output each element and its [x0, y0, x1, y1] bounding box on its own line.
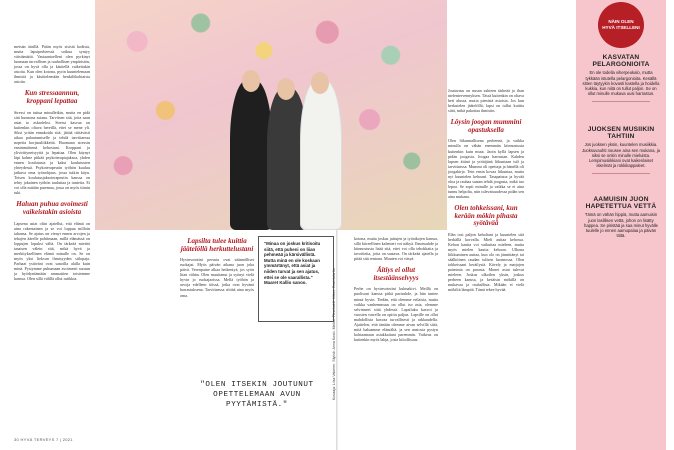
- subheading: Kun stressaannun, kroppani lepattaa: [24, 89, 80, 105]
- page-footer-left: 30 HYVÄ TERVEYS 7 | 2021: [14, 437, 73, 442]
- tip-title: KASVATAN PELARGONIOITA: [592, 54, 650, 69]
- tip-text: Tämä on vähän hippiä, mutta aamuisin juon lasillisen vettä, johon on lisätty happea. Se piristää ja saa minut hyvälle tuulelle jo ennen aamupalaa ja päivän töitä.: [583, 212, 659, 239]
- body-text: Hyvinvointini perusta ovat säännölliset ruokajat. Myös päivän aikana juon joka päivä. Verenpaine alkaa heikentyä, jos syön liian vähän. Olen muuttanut ja syönyt vielä hyvin jo ruokajaoissa. Mellä työhön ja arvoja edelleen töissä, jotka ovat hyvänä harrastuksena. Tarvittaessa riittää aina myös oma.: [180, 257, 254, 298]
- body-text: Lapsena asiat oliin ajatellut, että elämä on aina rakentainen ja se voi loppua milloin tahansa. Se ajatus on vienyt ennen arvojen ja tekojen äärelle pohtimaan, millä elämässä on loppujen lopuksi väliä. On tärkeää miettiä tasaisen välein sitä, mikä hyvä ja merkityksellinen elämä minulle on. Se on myös yksi liekvan ihmisyyden siilopaja. Parhaat ystäväni ovat sanoilla alalla kuin minä. Pystymme puhumaan avoimesti suruun ja hyödyntämään ammattien toistemme kanssa. Olen sillä välillä ollut rutikkia.: [14, 220, 90, 282]
- body-text: metsän äärillä. Päiän myös sisistä kodista, mutta lapsiperheessä sotkua syntyy väistämättä. Vastaantoelleni olen pyrkinyt luomaan turvallisen ja rauhallisen ympäristön, jossa on hyvä olla ja käsitellä vaikeitakin asioita. Kun olen kotona, pyrin kuuntelemaan ihmisiä ja käsittelemään henkilökohtaisia asioita.: [14, 44, 90, 85]
- body-text: Joutavaus on nusan suhteen tärkeää jo ihan nielentervennyksen. Tässä kuitenkin on oltava heti alussa, mutta pienistä asioista. Jos kun herkutelen jäätelöllä, lapsi on tullut kuittia siitä, mikä pakottaa ihmisiin.: [448, 88, 524, 114]
- pull-quote: "OLEN ITSEKIN JOUTUNUT OPETTELEMAAN AVUN PYYTÄMISTÄ.": [200, 381, 314, 409]
- person-head: [311, 72, 329, 94]
- sidebar-tips: [576, 0, 666, 450]
- right-column-2: [354, 236, 438, 436]
- left-column-1: [14, 44, 90, 434]
- left-column-2: [180, 238, 254, 378]
- body-text: kotona, mutta joskus juttujen ja työaikojen kanssa, sillä kiireellinen kalenteri voi näkyä. Ihmissuhde ja kiinnostusta lisää sitä, ettei voi olla tehokkaita ja tavoitteita, joita on saatava. On tärkeää ajatella ja pitää sitä rentona. Muuten voi väsyä.: [354, 236, 438, 262]
- person-head: [277, 78, 295, 100]
- person-figure: [300, 80, 342, 230]
- divider: [592, 101, 650, 102]
- tip-item: [582, 126, 660, 174]
- subheading: Lapsilta tulee kuittia jäätelöllä herkuttelustani: [180, 237, 254, 253]
- body-text: Stressi on tuttua minulleikin, mutta en pidä sitä huonona asiana. Tarvitsen sitä, jotta saan asiat to askarfeksi. Stressi kasvaa on kuitenkin oltava hereillä, ettei se mene yli. Siksi yritän ennakoida sitä, jäitää riittävästi aikaa palautumiselle ja tehdä tarvittaessa nopeita korjausliikkeitä. Huomaan stressin ensimmäisenä kehostani. Kroppani ja ylivirittyneisyyttä ja lepattaa. Olen käynyt läpi kolme pitkää psykoterapiajaksoa, yhden ennen koulutusta ja kaksi koulutusten yhteydessä. Psykoterapeutin työhön kuuluu jatkuva oma työnohjaus, jossa tutkin käyn. Toisen koulutusjaksoterapeutin kanssa on tehty jokainen työhön tauluttaa ja tunteita. Ei voi olla mitään paremaa, jossa on myös tiimin tuki.: [14, 109, 90, 196]
- subheading: Löysin joogan mummini opastuksella: [450, 118, 522, 134]
- person-figure: [230, 80, 272, 230]
- tip-title: JUOKSEN MUSIIKIN TAHTIIN: [587, 126, 655, 141]
- subheading: Äitiys ei ollut itsestäänselvyys: [373, 266, 419, 282]
- sidebar-badge: NÄIN OLEN HYVÄ ITSELLENI: [598, 2, 644, 48]
- body-text: Olen liikunnallisena perheenä, ja vaikka minulla on vähän enemmän kiinnostusta kuitenkin kuin muut. Jaoin kyllä lapsen ja pidän joogasta. Joogaa harrastan. Kahden lapsen äitinä ja yrittäjänä liikuntaan tuli ja tarvittaessa. Mummi oli opettaja ja hänellä oli joogakirja. Tein ensin kovaa liikuntaa, mutta nyt kuuntelen kehoani. Tasapainoa ja hyvää oloa ja rauhaa saatan tehdä joogasta, mikä tuo lepoa. Se sopii minulle ja vaikka se ei aina tunnu helpolta, niin tulevaisuudessa pidän sen aina mukana.: [448, 138, 524, 199]
- body-text: Perhe on hyvinvointini kulmakivi. Meillä on puolisoni kanssa pitkä parisuhde, ja hän tuntee minut hyvin. Tiedän, että olemme erilaisia, mutta vaikka vanhemmuus on ollut iso asia, olemme selvinneet siitä yhdessä. Lapsiluku kasvoi ja vuosien varrella on opittu paljon. Lapsille on ollut mahdollista kasvaa turvallisesti ja rakkaudella. Ajattelen, että tänään olemme aivan selvillä siitä, mitä haluamme elämältä, ja sen ansiosta pystyn kohtaamaan asiakkaitani paremmin. Vaikeus on kuitenkin myös lahja, josta kiitollisuus.: [354, 286, 438, 342]
- portrait-photo: [95, 0, 447, 230]
- quote-box: [258, 236, 334, 322]
- tip-text: En ole todella viherpeukalo, mutta tykkään istutella pelargonioita. Kesällä sitten täytyykin kovasti kastella ja hoidella kukkia, kun niitä on tullut paljon. Se on ollut minulle mukava uusi harrastus.: [582, 70, 660, 97]
- tip-text: Jos juoksen yksin, kuuntelen musiikkia. Juoksuvauhti nousee aina sen mukana, ja siksi se onkin minulle mieluista. Lempimusiikkiani ovat kaikenlaiset iskelmät ja rokkikappaleet.: [582, 142, 660, 169]
- tip-item: [582, 54, 660, 102]
- tip-title: AAMUISIN JUON HAPETETTUA VETTÄ: [585, 196, 657, 211]
- quote-text: "Minua on joskus kritisoitu siitä, että puheni on liian pehmeää ja kärsivällistä. Mutta minä en ole koskaan ymmärtänyt, että asiat ja niiden turvat ja sen ajatus, ettei se ole vaarallista." Maaret Kallio sanoo.: [264, 241, 321, 286]
- subheading: Olen tohkeissani, kun kerään mökin pihasta syötävää: [454, 203, 518, 228]
- tip-item: [582, 196, 660, 238]
- photo-credit: Kuvaaja: Liisa Valonen. Stylisti: Anna Koski. Meikki: Tiina Lahti. Kiitos: Ravintola Ilo: [332, 268, 336, 400]
- body-text: Elän tosi paljon keholtani ja kuuntelen sitä herkällä korvalla. Mieli auttaa kehossa. Kehon kautta voi vaikuttaa mieleen, mutta myös mielen kautta kehoon. Ulkona liikkuminen auttaa, kun olo on jännittänyt tai säälköinen raudan tulisen luonnossa. Olen tohkeissani keräilystä. Kävely ja marjojen poiminta on parasta. Monet asiat tulevat mieleen. Joskus ulkoilen yksin, joskus perheen kanssa, ja kesäisin mökillä on mukavaa ja rauhallista. Mikään ei vielä mökiltä lämpöä. Tämä tekee hyvää.: [448, 231, 524, 293]
- divider: [592, 173, 650, 174]
- person-head: [242, 70, 260, 92]
- subheading: Haluan puhua avoimesti vaikeistakin asioista: [16, 200, 88, 216]
- right-column-1: [448, 88, 524, 438]
